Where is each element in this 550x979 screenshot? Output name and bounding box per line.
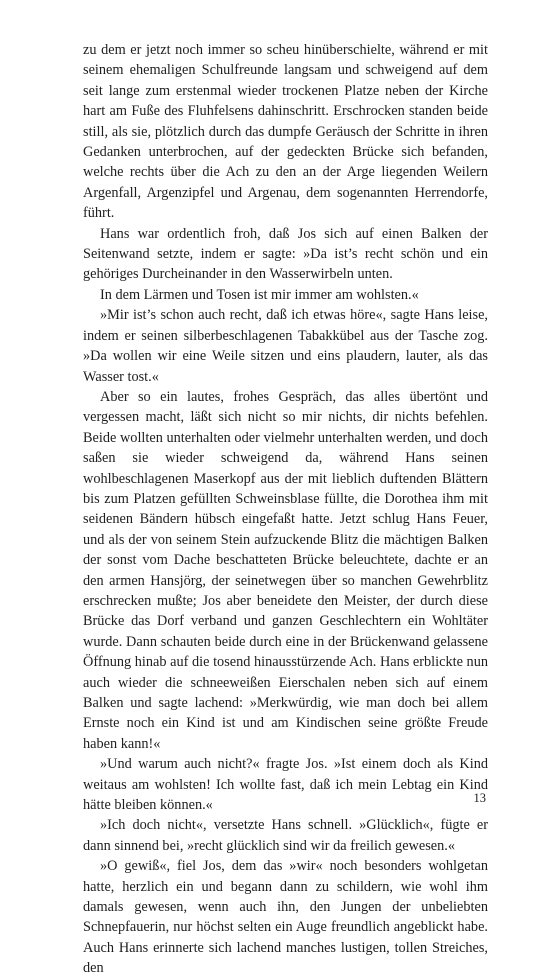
paragraph-2: Hans war ordentlich froh, daß Jos sich auf einen Balken der Seitenwand setzte, indem er sagte: »Da ist’s recht schön und ein gehöriges Durcheinander in den Wasserwirbeln unten. [83, 225, 488, 283]
paragraph-8: »O gewiß«, fiel Jos, dem das »wir« noch besonders wohlgetan hatte, herzlich ein und begann dann zu schildern, wie wohl ihm damals gewesen, wenn auch ihn, den Jungen der unbeliebten Schnepfauerin, nur höchst selten ein Auge freundlich angeblickt habe. Auch Hans erinnerte sich lachend manches lustigen, tollen Streiches, den [83, 858, 488, 977]
page-number: 13 [473, 791, 486, 805]
paragraph-5: Aber so ein lautes, frohes Gespräch, das alles übertönt und vergessen macht, läßt sich nicht so mir nichts, dir nichts befehlen. Beide wollten unterhalten oder vielmehr unterhalten werden, und doch saßen sie wieder schweigend da, während Hans seinen wohlbeschlagenen Maserkopf aus der mit lieblich duftenden Blättern bis zum Platzen gefüllten Schweinsblase füllte, die Dorothea ihm mit seidenen Bändern hübsch eingefaßt hatte. Jetzt schlug Hans Feuer, und als der von seinem Stein aufzuckende Blitz die mächtigen Balken der sonst vom Dache beschatteten Brücke beleuchtete, dachte er an den armen Hansjörg, der seinetwegen über so manchen Gewehrblitz erschrecken mußte; Jos aber beneidete den Meister, der durch diese Brücke das Dorf verband und ganzen Geschlechtern ein Wohltäter wurde. Dann schauten beide durch eine in der Brückenwand gelassene Öffnung hinab auf die tosend hinausstürzende Ach. Hans erblickte nun auch wieder die schneeweißen Eierschalen neben sich auf einem Balken und sagte lachend: »Merkwürdig, wie man doch bei allem Ernste noch ein Kind ist und am Kindischen seine größte Freude haben kann!« [83, 388, 488, 752]
paragraph-4: »Mir ist’s schon auch recht, daß ich etwas höre«, sagte Hans leise, indem er seinen silberbeschlagenen Tabakkübel aus der Tasche zog. »Da wollen wir eine Weile sitzen und eins plaudern, lauter, als das Wasser tost.« [83, 307, 488, 385]
paragraph-6: »Und warum auch nicht?« fragte Jos. »Ist einem doch als Kind weitaus am wohlsten! Ich wollte fast, daß ich mein Lebtag ein Kind hätte bleiben können.« [83, 756, 488, 814]
paragraph-7: »Ich doch nicht«, versetzte Hans schnell. »Glücklich«, fügte er dann sinnend bei, »recht glücklich sind wir da freilich gewesen.« [83, 817, 488, 854]
paragraph-1: zu dem er jetzt noch immer so scheu hinüberschielte, während er mit seinem ehemaligen Schulfreunde langsam und schweigend auf dem seit lange zum erstenmal wieder trockenen Platze neben der Kirche hart am Fuße des Fluhfelsens dahinschritt. Erschrocken standen beide still, als sie, plötzlich durch das dumpfe Geräusch der Schritte in ihren Gedanken unterbrochen, auf der gedeckten Brücke sich befanden, welche rechts über die Ach zu den an der Arge liegenden Weilern Argenfall, Argenzipfel und Argenau, dem sogenannten Herrendorfe, führt. [83, 42, 488, 222]
paragraph-3: In dem Lärmen und Tosen ist mir immer am wohlsten.« [100, 286, 419, 303]
page-body [83, 40, 488, 979]
body-text [83, 40, 488, 979]
